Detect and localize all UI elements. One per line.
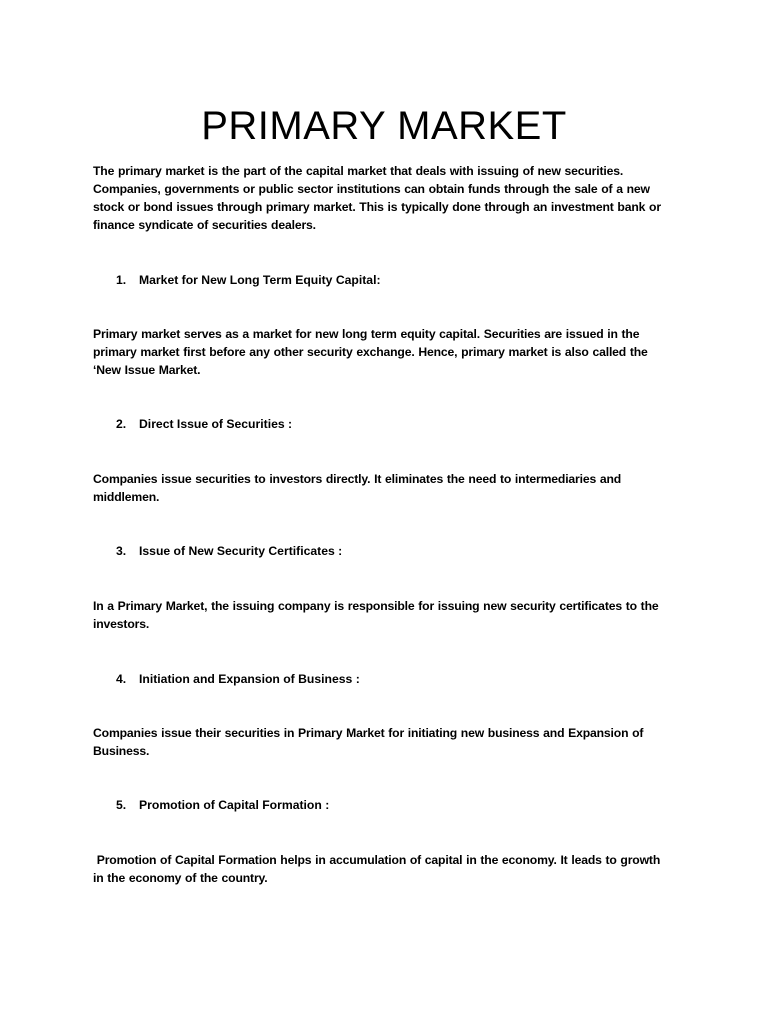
section-heading-5 xyxy=(116,796,676,814)
intro-paragraph: The primary market is the part of the capital market that deals with issuing of new securities. Companies, governments or public sector institutions can obtain funds through the sale of a new stock or bond issues through primary market. This is typically done through an investment bank or finance syndicate of securities dealers. xyxy=(93,164,661,232)
section-body-1: Primary market serves as a market for new long term equity capital. Securities are issued in the primary market first before any other security exchange. Hence, primary market is also called the ‘New Issue Market. xyxy=(93,327,648,377)
section-heading-text: Market for New Long Term Equity Capital: xyxy=(139,273,381,287)
section-body-5: Promotion of Capital Formation helps in accumulation of capital in the economy. It leads to growth in the economy of the country. xyxy=(93,853,661,885)
section-heading-text: Promotion of Capital Formation : xyxy=(139,798,330,812)
section-heading-text: Issue of New Security Certificates : xyxy=(139,544,343,558)
section-body-3: In a Primary Market, the issuing company is responsible for issuing new security certificates to the investors. xyxy=(93,599,659,631)
section-number: 4. xyxy=(116,672,127,686)
section-number: 3. xyxy=(116,544,127,558)
section-heading-4 xyxy=(116,670,676,688)
section-heading-text: Direct Issue of Securities : xyxy=(139,417,293,431)
section-heading-3 xyxy=(116,542,676,560)
section-body-4: Companies issue their securities in Primary Market for initiating new business and Expansion of Business. xyxy=(93,726,644,758)
section-heading-text: Initiation and Expansion of Business : xyxy=(139,672,360,686)
section-number: 2. xyxy=(116,417,127,431)
section-number: 5. xyxy=(116,798,127,812)
page-title: PRIMARY MARKET xyxy=(201,104,567,148)
section-heading-2 xyxy=(116,415,676,433)
section-number: 1. xyxy=(116,273,127,287)
section-heading-1 xyxy=(116,271,676,289)
section-body-2: Companies issue securities to investors directly. It eliminates the need to intermediaries and middlemen. xyxy=(93,472,622,504)
